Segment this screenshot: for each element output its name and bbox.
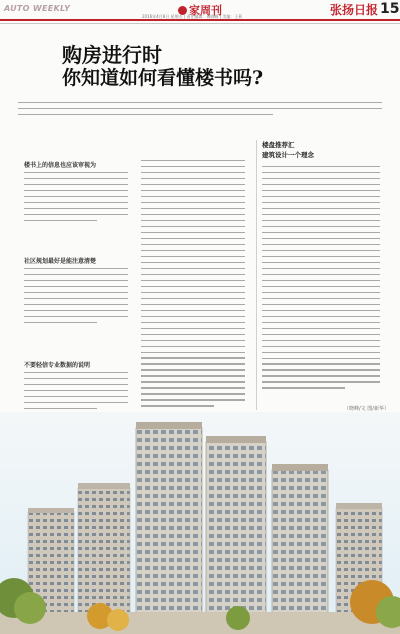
text-line [24, 402, 128, 403]
text-line [24, 286, 128, 287]
newspaper-masthead: 张扬日报 [330, 3, 379, 17]
text-line [141, 172, 245, 173]
column-1-text [24, 172, 128, 226]
building-left [78, 488, 130, 624]
text-line [141, 310, 245, 311]
text-line [24, 196, 128, 197]
text-line [141, 184, 245, 185]
ground [0, 612, 400, 634]
column-1-text-c [24, 372, 128, 414]
text-line [24, 298, 128, 299]
text-line [141, 316, 245, 317]
text-line [141, 226, 245, 227]
headline-line1: 购房进行时 [62, 43, 162, 67]
text-line [24, 304, 128, 305]
text-line [262, 232, 380, 233]
text-line [24, 274, 128, 275]
text-line [24, 202, 128, 203]
text-line [141, 214, 245, 215]
page-header [0, 0, 400, 20]
text-line [262, 375, 380, 376]
text-line [262, 220, 380, 221]
sidebar-title-line2: 建筑设计一个理念 [262, 151, 314, 159]
text-line [24, 220, 97, 221]
text-line [18, 108, 382, 109]
building-roof [78, 483, 130, 489]
text-line [141, 375, 245, 376]
text-line [24, 184, 128, 185]
section-title-text: 家周刊 [189, 4, 222, 17]
text-line [141, 286, 245, 287]
text-line [262, 322, 380, 323]
sidebar-text [262, 166, 380, 393]
sidebar-title-line1: 楼盘推荐汇 [262, 141, 295, 149]
text-line [141, 363, 245, 364]
headline-line2: 你知道如何看懂楼书吗? [62, 67, 264, 89]
lead-paragraph [18, 102, 382, 120]
text-line [24, 408, 97, 409]
text-line [141, 292, 245, 293]
building-center-right [206, 442, 266, 624]
text-line [141, 208, 245, 209]
building-roof [336, 503, 382, 509]
text-line [141, 196, 245, 197]
text-line [262, 298, 380, 299]
column-1-text-b [24, 268, 128, 328]
text-line [262, 196, 380, 197]
text-line [141, 256, 245, 257]
text-line [262, 304, 380, 305]
text-line [262, 178, 380, 179]
text-line [141, 322, 245, 323]
text-line [262, 214, 380, 215]
buildings-illustration [0, 412, 400, 634]
sidebar-title [262, 140, 314, 160]
text-line [141, 202, 245, 203]
text-line [141, 399, 245, 400]
text-line [262, 334, 380, 335]
text-line [141, 268, 245, 269]
article-headline [62, 44, 263, 90]
text-line [262, 244, 380, 245]
text-line [262, 346, 380, 347]
text-line [24, 322, 97, 323]
text-line [24, 214, 128, 215]
text-line [262, 387, 345, 388]
text-line [262, 358, 380, 359]
header-subrule [0, 23, 400, 24]
text-line [141, 393, 245, 394]
text-line [262, 280, 380, 281]
building-right [272, 470, 328, 624]
text-line [262, 274, 380, 275]
text-line [262, 166, 380, 167]
text-line [262, 352, 380, 353]
text-line [262, 226, 380, 227]
text-line [24, 172, 128, 173]
text-line [24, 268, 128, 269]
text-line [24, 190, 128, 191]
text-line [262, 172, 380, 173]
text-line [262, 316, 380, 317]
text-line [262, 184, 380, 185]
building-roof [206, 436, 266, 443]
text-line [141, 352, 245, 353]
column-2-text [141, 160, 245, 411]
text-line [141, 334, 245, 335]
text-line [141, 340, 245, 341]
page-number: 15 [380, 1, 400, 17]
text-line [262, 363, 380, 364]
text-line [141, 262, 245, 263]
building-roof [272, 464, 328, 471]
text-line [24, 310, 128, 311]
text-line [24, 280, 128, 281]
text-line [262, 208, 380, 209]
building-roof [136, 422, 202, 429]
text-line [262, 190, 380, 191]
tree-icon [107, 609, 129, 631]
text-line [141, 244, 245, 245]
header-rule [0, 19, 400, 21]
text-line [141, 387, 245, 388]
subhead-2: 社区规划最好是能注意清楚 [24, 258, 97, 265]
text-line [141, 369, 245, 370]
text-line [24, 390, 128, 391]
text-line [141, 304, 245, 305]
text-line [24, 292, 128, 293]
section-kicker: AUTO WEEKLY [4, 4, 71, 13]
text-line [24, 378, 128, 379]
text-line [262, 310, 380, 311]
building-tall-center [136, 428, 202, 624]
text-line [141, 357, 245, 358]
issue-meta: 2016年4月8日 星期五 | 责任编辑：周晓峰 | 美编：王莉 [142, 14, 243, 19]
text-line [262, 250, 380, 251]
text-line [262, 292, 380, 293]
text-line [262, 256, 380, 257]
text-line [262, 369, 380, 370]
text-line [24, 208, 128, 209]
text-line [141, 232, 245, 233]
article-byline: （晓峰/文 图/新华） [344, 406, 389, 412]
text-line [262, 340, 380, 341]
text-line [141, 160, 245, 161]
buildings-illustration-svg [0, 412, 400, 634]
text-line [141, 298, 245, 299]
text-line [24, 396, 128, 397]
text-line [141, 346, 245, 347]
text-line [262, 202, 380, 203]
text-line [141, 190, 245, 191]
subhead-3: 不要轻信专业数据的说明 [24, 362, 91, 369]
text-line [141, 220, 245, 221]
text-line [141, 250, 245, 251]
text-line [24, 178, 128, 179]
subhead-1: 楼书上的信息也应该审视为 [24, 162, 97, 169]
text-line [262, 328, 380, 329]
text-line [24, 384, 128, 385]
building-roof [28, 508, 74, 513]
text-line [24, 372, 128, 373]
text-line [141, 178, 245, 179]
text-line [141, 166, 245, 167]
text-line [18, 102, 382, 103]
column-divider [256, 140, 257, 410]
text-line [262, 286, 380, 287]
text-line [262, 381, 380, 382]
text-line [262, 238, 380, 239]
text-line [24, 316, 128, 317]
text-line [141, 405, 214, 406]
tree-icon [226, 606, 250, 630]
text-line [262, 268, 380, 269]
text-line [141, 238, 245, 239]
text-line [18, 114, 273, 115]
text-line [141, 381, 245, 382]
text-line [141, 328, 245, 329]
text-line [141, 274, 245, 275]
text-line [141, 280, 245, 281]
tree-icon [14, 592, 46, 624]
text-line [262, 262, 380, 263]
